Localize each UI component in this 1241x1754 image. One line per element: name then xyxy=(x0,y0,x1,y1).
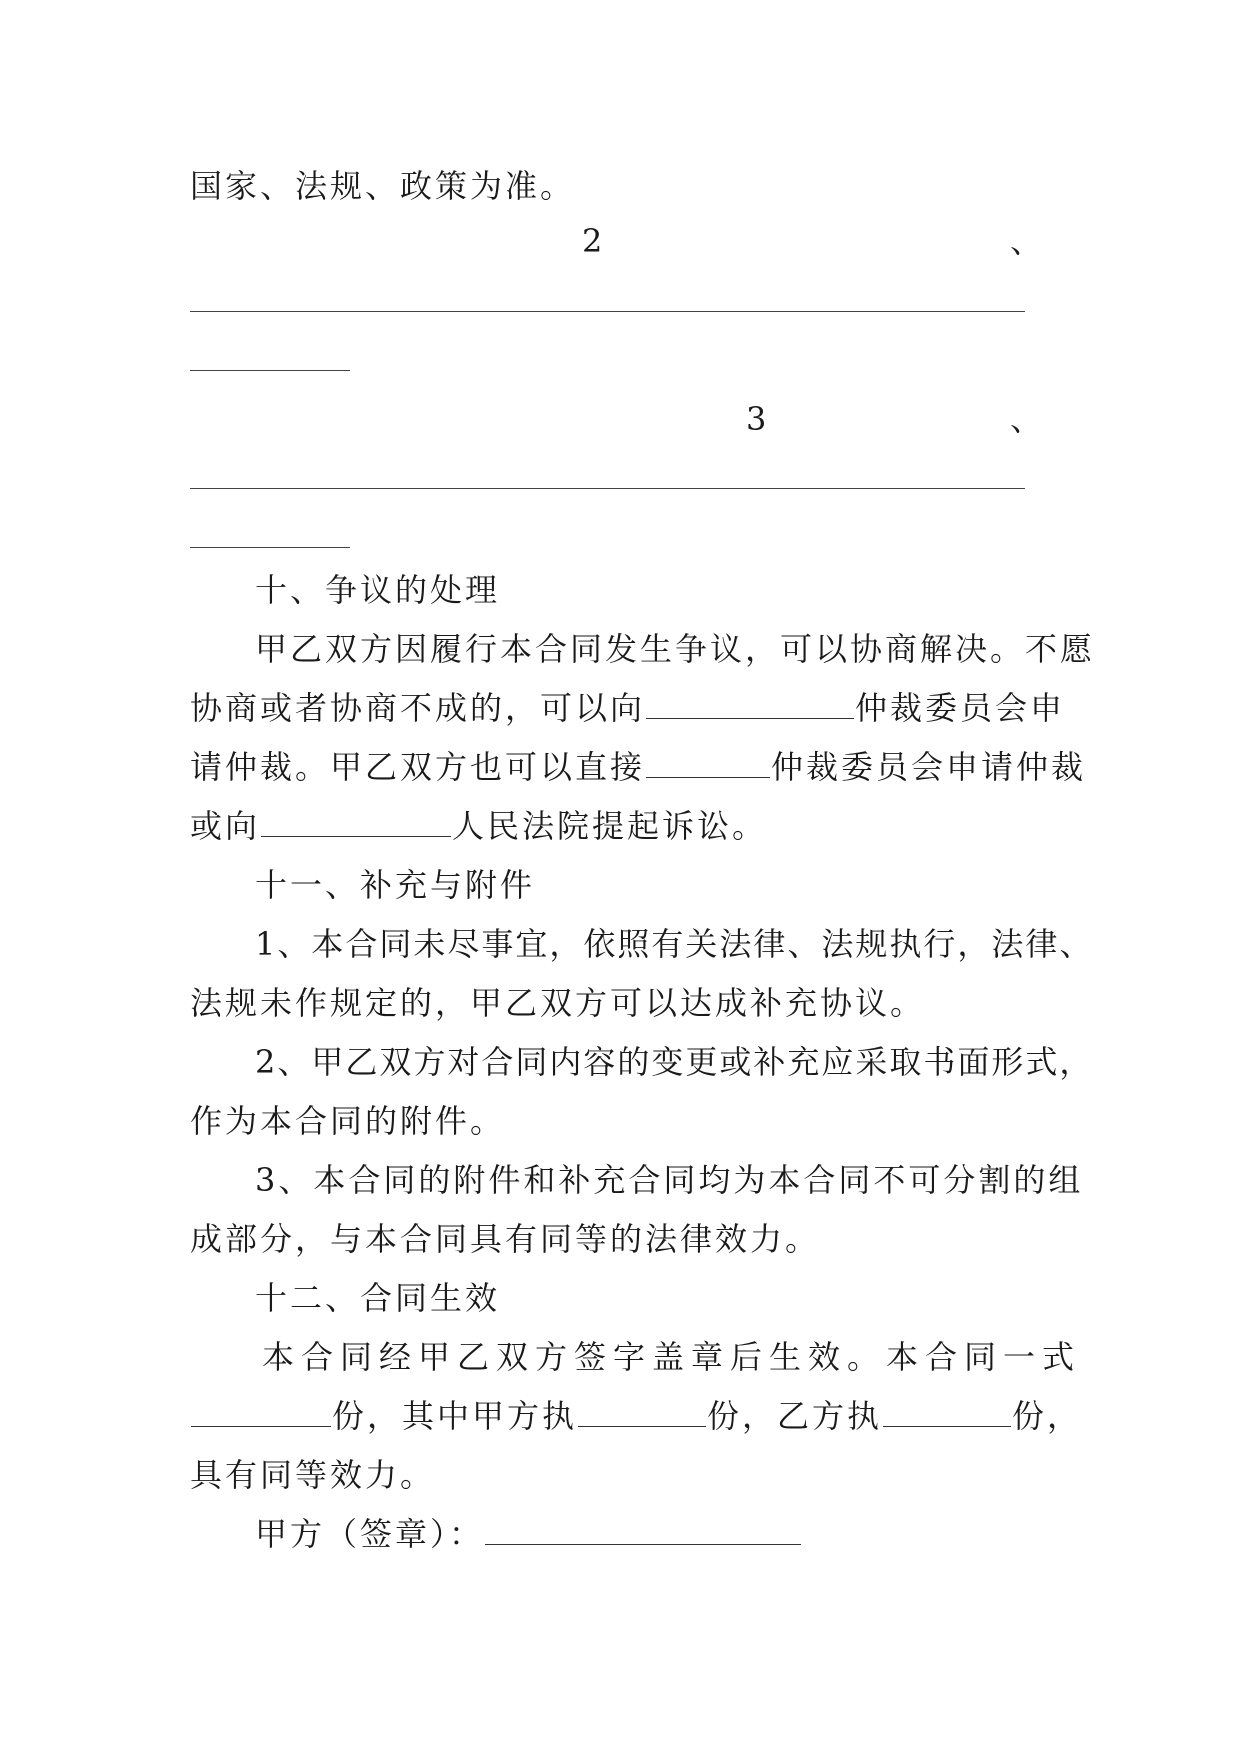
section-heading xyxy=(255,863,1115,907)
item-number-3: 3 xyxy=(746,400,767,438)
text-line xyxy=(255,1040,1094,1084)
text-segment: 份，乙方执 xyxy=(707,1397,883,1435)
text-line xyxy=(262,1335,1082,1379)
fill-blank[interactable] xyxy=(883,1396,1011,1427)
item-enum-mark: 、 xyxy=(1010,222,1043,260)
text-segment: 3、本合同的附件和补充合同均为本合同不可分割的组 xyxy=(255,1161,1084,1199)
text-line xyxy=(190,1217,1050,1261)
text-segment: 具有同等效力。 xyxy=(190,1456,436,1494)
text-line xyxy=(190,164,1050,208)
text-segment: 协商或者协商不成的，可以向 xyxy=(190,689,646,727)
fill-blank[interactable] xyxy=(646,688,854,719)
text-line xyxy=(190,745,1087,789)
signature-line xyxy=(255,1512,1115,1556)
fill-blank[interactable] xyxy=(191,1396,331,1427)
section-heading-text: 十、争议的处理 xyxy=(255,571,501,609)
fill-blank[interactable] xyxy=(646,747,770,778)
text-segment: 本合同经甲乙双方签字盖章后生效。本合同一式 xyxy=(262,1338,1082,1376)
text-line xyxy=(190,804,1050,848)
text-segment: 甲乙双方因履行本合同发生争议，可以协商解决。不愿 xyxy=(255,630,1096,668)
text-line xyxy=(190,686,1066,730)
text-segment: 仲裁委员会申 xyxy=(855,689,1066,727)
text-line xyxy=(255,1158,1084,1202)
text-line xyxy=(255,627,1096,671)
text-segment: 法规未作规定的，甲乙双方可以达成补充协议。 xyxy=(190,984,926,1022)
section-heading xyxy=(255,1276,1115,1320)
fill-blank[interactable] xyxy=(261,806,451,837)
fill-blank-rule xyxy=(190,547,350,548)
text-segment: 份， xyxy=(1012,1397,1083,1435)
text-segment: 国家、法规、政策为准。 xyxy=(190,167,576,205)
section-heading-text: 十一、补充与附件 xyxy=(255,866,536,904)
text-segment: 份，其中甲方执 xyxy=(332,1397,578,1435)
text-segment: 人民法院提起诉讼。 xyxy=(452,807,768,845)
section-heading xyxy=(255,568,1115,612)
text-line xyxy=(190,1099,1050,1143)
section-heading-text: 十二、合同生效 xyxy=(255,1279,501,1317)
fill-blank-rule xyxy=(190,370,350,371)
fill-blank[interactable] xyxy=(578,1396,706,1427)
item-enum-mark: 、 xyxy=(1010,400,1043,438)
text-segment: 1、本合同未尽事宜，依照有关法律、法规执行，法律、 xyxy=(255,925,1094,963)
text-segment: 或向 xyxy=(190,807,261,845)
text-line xyxy=(190,981,1050,1025)
text-segment: 请仲裁。甲乙双方也可以直接 xyxy=(190,748,646,786)
text-segment: 作为本合同的附件。 xyxy=(190,1102,506,1140)
text-line xyxy=(190,1453,1050,1497)
text-segment: 成部分，与本合同具有同等的法律效力。 xyxy=(190,1220,821,1258)
item-number-2: 2 xyxy=(582,222,603,260)
fill-blank-rule xyxy=(190,311,1025,312)
text-segment: 仲裁委员会申请仲裁 xyxy=(771,748,1087,786)
text-line xyxy=(255,922,1094,966)
text-segment: 2、甲乙双方对合同内容的变更或补充应采取书面形式， xyxy=(255,1043,1094,1081)
fill-blank-rule xyxy=(190,488,1025,489)
party-a-signature-label: 甲方（签章）： xyxy=(255,1515,485,1553)
text-line xyxy=(190,1394,1083,1438)
party-a-signature-field[interactable] xyxy=(485,1514,801,1545)
